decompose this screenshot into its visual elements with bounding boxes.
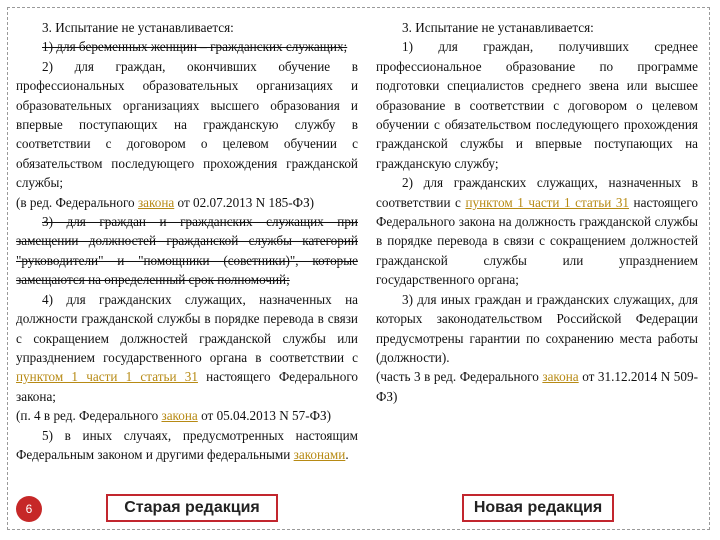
item-text: настоящего Федерального закона; [16, 369, 358, 404]
slide-number-badge: 6 [16, 496, 42, 522]
old-edition-column [16, 18, 358, 464]
item-text: . [345, 446, 349, 462]
item-text: настоящего Федерального закона на должность гражданской службы в порядке перевода в связи с сокращением должностей гражданской службы или упразднением государственного органа; [376, 194, 698, 288]
article-link[interactable]: пунктом 1 части 1 статьи 31 [465, 194, 630, 210]
old-item-4 [16, 290, 358, 406]
old-item-2-note [16, 193, 358, 212]
note-text: от 05.04.2013 N 57-ФЗ) [197, 408, 332, 424]
old-item-2: 2) для граждан, окончивших обучение в профессиональных образовательных организациях и образовательных организациях высшего образования и впервые поступающих на гражданскую службу в соответствии с договором о целевом обучении с обязательством последующего прохождения гражданской службы; [16, 58, 358, 191]
old-item-4-note [16, 406, 358, 425]
new-edition-button[interactable]: Новая редакция [462, 494, 614, 522]
item-text: 5) в иных случаях, предусмотренных настоящим Федеральным законом и другими федеральными [16, 427, 358, 462]
new-item-2 [376, 173, 698, 289]
new-item-3: 3) для иных граждан и гражданских служащих, для которых законодательством Российской Федерации предусмотрены гарантии по сохранению места работы (должности). [376, 291, 698, 365]
new-item-1: 1) для граждан, получивших среднее профессиональное образование по программе подготовки специалистов среднего звена или высшее образование в соответствии с договором о целевом обучении с обязательством последующего прохождения гражданской службы и впервые поступающих на гражданскую службу; [376, 39, 698, 171]
new-edition-column [376, 18, 698, 406]
note-text: (п. 4 в ред. Федерального [16, 408, 162, 424]
note-text: (в ред. Федерального [16, 194, 138, 210]
law-link[interactable]: закона [161, 408, 198, 424]
item-text: 4) для гражданских служащих, назначенных на должности гражданской службы в порядке перевода в связи с сокращением должностей гражданской службы или упразднением государственного органа в соответствии с [16, 291, 358, 365]
old-heading: 3. Испытание не устанавливается: [42, 20, 234, 35]
item-text: 2) для гражданских служащих, назначенных в соответствии с [376, 175, 698, 210]
old-edition-button[interactable]: Старая редакция [106, 494, 278, 522]
old-item-3: 3) для граждан и гражданских служащих при замещении должностей гражданской службы категорий "руководители" и "помощники (советники)", которые замещаются на определенный срок полномочий; [16, 214, 358, 288]
new-note [376, 367, 698, 406]
note-text: от 31.12.2014 N 509-ФЗ) [376, 369, 698, 404]
law-link[interactable]: закона [542, 369, 579, 385]
article-link[interactable]: пунктом 1 части 1 статьи 31 [16, 369, 198, 385]
note-text: (часть 3 в ред. Федерального [376, 369, 543, 385]
laws-link[interactable]: законами [293, 446, 346, 462]
note-text: от 02.07.2013 N 185-ФЗ) [174, 194, 315, 210]
old-item-1: 1) для беременных женщин – гражданских служащих; [42, 39, 348, 55]
old-item-5 [16, 426, 358, 465]
law-link[interactable]: закона [137, 194, 175, 210]
new-heading: 3. Испытание не устанавливается: [402, 20, 594, 35]
